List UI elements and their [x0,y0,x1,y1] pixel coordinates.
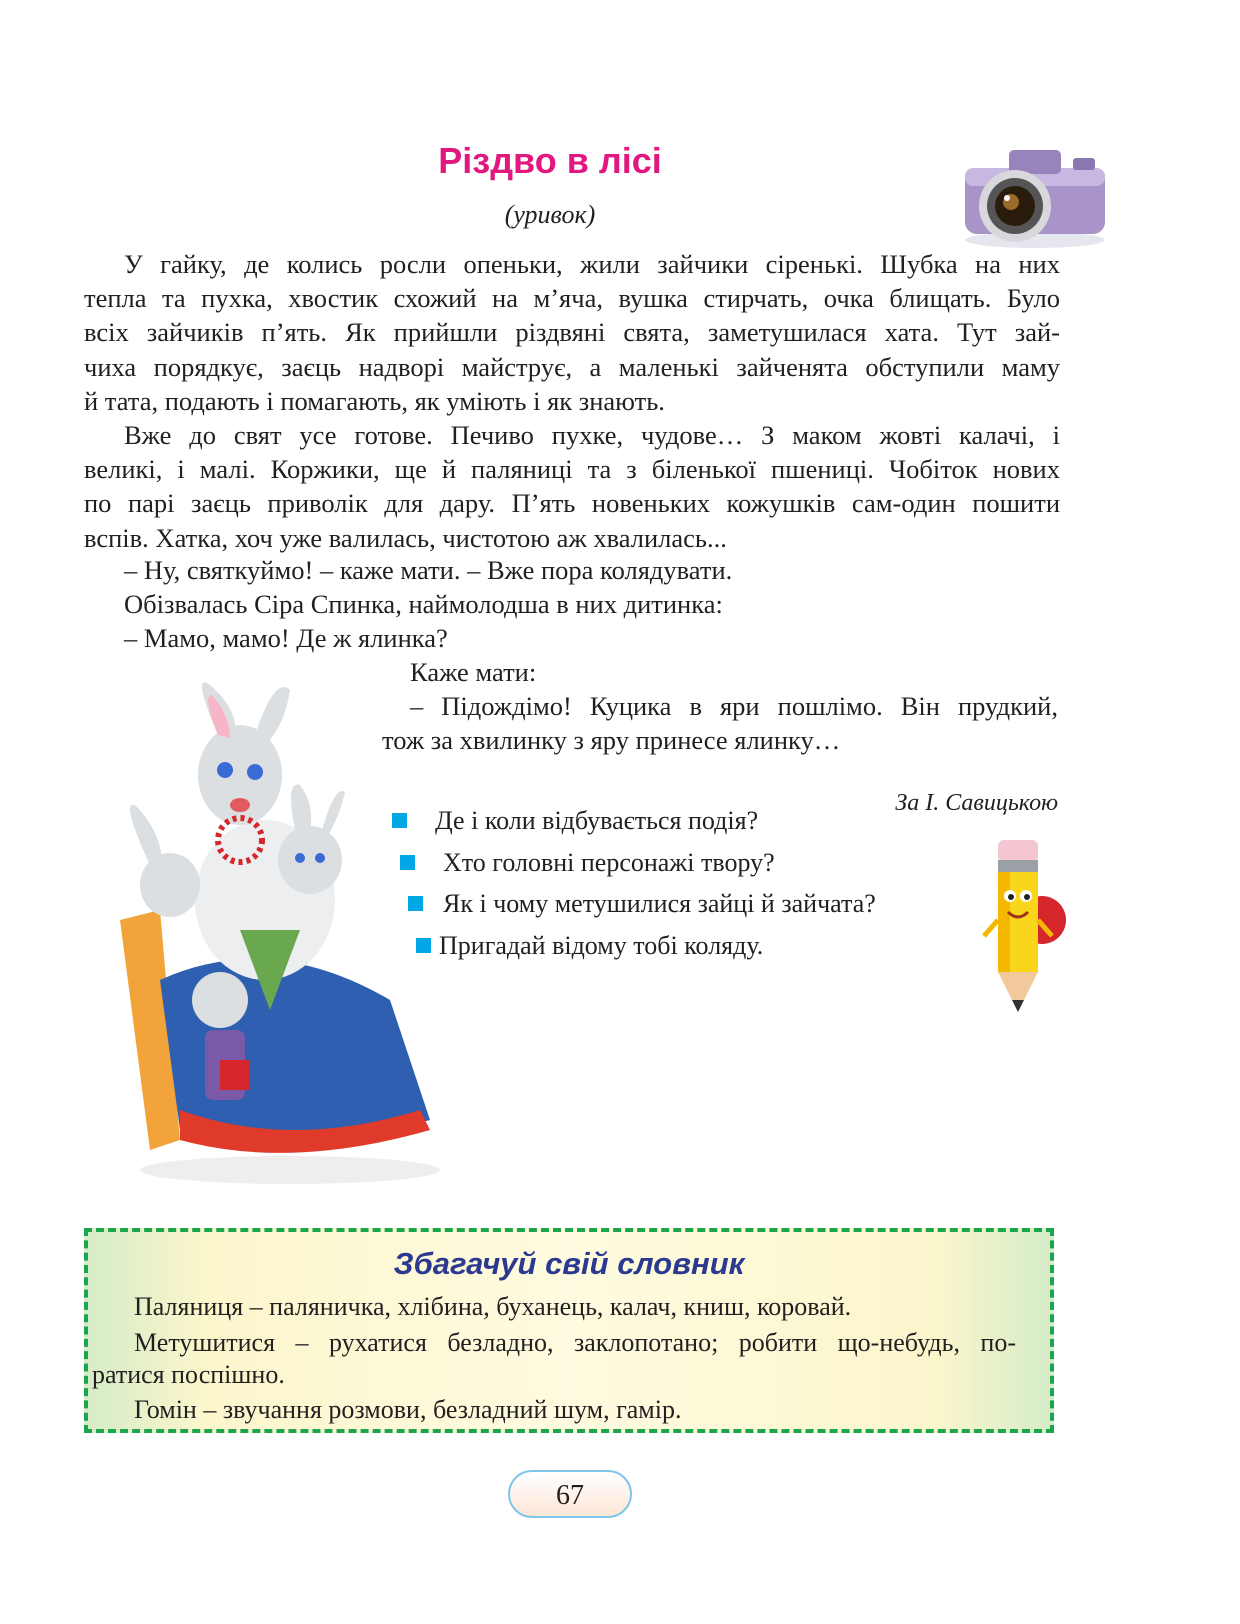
vocabulary-line: ратися поспішно. [92,1360,285,1389]
vocabulary-line: Метушитися – рухатися безладно, заклопотано; робити що-небудь, по- [134,1328,1016,1357]
dialogue-line: тож за хвилинку з яру принесе ялинку… [382,725,841,755]
text-line: У гайку, де колись росли опеньки, жили зайчики сіренькі. Шубка на них [124,249,1060,279]
camera-icon [955,140,1115,250]
question-item: Як і чому метушилися зайці й зайчата? [408,889,876,919]
bullet-square-icon [408,896,423,911]
author-credit: За І. Савицькою [895,790,1058,816]
question-item: Пригадай відому тобі коляду. [416,931,763,961]
page-number: 67 [508,1470,632,1518]
dialogue-line: Обізвалась Сіра Спинка, наймолодша в них дитинка: [124,589,723,619]
dialogue-line: – Підождімо! Куцика в яри пошлімо. Він прудкий, [410,691,1058,721]
text-line: й тата, подають і помагають, як уміють і як знають. [84,385,665,416]
dialogue-line: Каже мати: [410,657,537,687]
text-line: по парі заєць приволік для дару. П’ять новеньких кожушків сам-один пошити [84,488,1060,519]
dialogue-line: – Мамо, мамо! Де ж ялинка? [124,623,448,653]
question-item: Де і коли відбувається подія? [392,806,758,836]
vocabulary-box [84,1228,1054,1433]
text-line: великі, і малі. Коржики, ще й паляниці та з біленької пшениці. Чобіток нових [84,454,1060,485]
story-subtitle: (уривок) [504,200,596,229]
paragraph-1 [84,247,1060,418]
bullet-square-icon [416,938,431,953]
text-line: чиха порядкує, заєць надворі майструє, а маленькі зайченята обступили маму [84,351,1060,382]
text-line: тепла та пухка, хвостик схожий на м’яча, вушка стирчать, очка блищать. Було [84,283,1060,314]
paragraph-2 [84,418,1060,555]
bunny-family-illustration [90,680,450,1200]
vocabulary-line: Паляниця – паляничка, хлібина, буханець, калач, книш, коровай. [134,1292,852,1321]
story-title: Різдво в лісі [438,140,662,181]
vocabulary-line: Гомін – звучання розмови, безладний шум, гамір. [134,1395,682,1424]
question-item: Хто головні персонажі твору? [400,848,775,878]
dialogue-line: – Ну, святкуймо! – каже мати. – Вже пора колядувати. [124,555,733,585]
text-line: вспів. Хатка, хоч уже валилась, чистотою аж хвалилась... [84,522,727,553]
pencil-mascot-icon [980,840,1070,1020]
text-line: всіх зайчиків п’ять. Як прийшли різдвяні свята, заметушилася хата. Тут зай- [84,317,1060,348]
bullet-square-icon [392,813,407,828]
vocabulary-title: Збагачуй свій словник [393,1246,745,1281]
bullet-square-icon [400,855,415,870]
text-line: Вже до свят усе готове. Печиво пухке, чудове… З маком жовті калачі, і [124,420,1060,450]
